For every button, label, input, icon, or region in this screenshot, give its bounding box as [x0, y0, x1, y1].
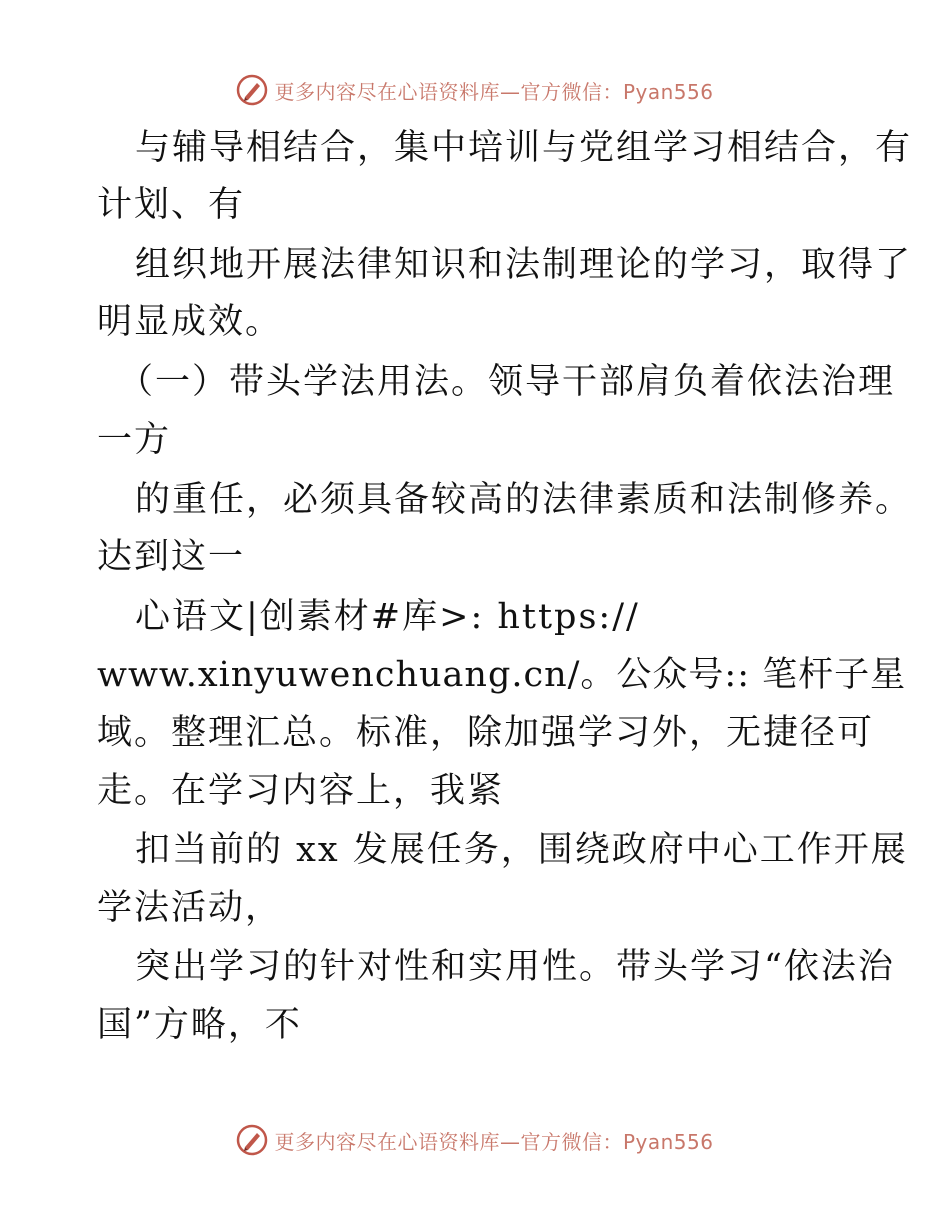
body-line-15: 突出学习的针对性和实用性。带头学习“依法治	[135, 947, 895, 987]
footer-banner	[0, 1120, 950, 1160]
body-line-16: 国”方略，不	[97, 1005, 302, 1045]
body-line-5: （一）带头学法用法。领导干部肩负着依法治理	[118, 362, 896, 402]
body-line-6: 一方	[97, 420, 172, 460]
body-line-8: 达到这一	[97, 537, 246, 577]
body-line-9: 心语文|创素材#库>: https://	[135, 597, 640, 637]
header-banner	[0, 70, 950, 110]
body-line-14: 学法活动，	[97, 888, 283, 928]
body-line-11: 域。整理汇总。标准，除加强学习外，无捷径可	[97, 713, 875, 753]
header-banner-text: 更多内容尽在心语资料库—官方微信：Pyan556	[274, 79, 714, 104]
body-line-2: 计划、有	[97, 185, 246, 225]
pen-logo-icon	[236, 74, 268, 106]
body-line-12: 走。在学习内容上，我紧	[97, 771, 505, 811]
body-line-7: 的重任，必须具备较高的法律素质和法制修养。	[135, 480, 913, 520]
body-line-13: 扣当前的 xx 发展任务，围绕政府中心工作开展	[135, 830, 908, 870]
pen-logo-icon	[236, 1124, 268, 1156]
footer-banner-text: 更多内容尽在心语资料库—官方微信：Pyan556	[274, 1129, 714, 1154]
body-line-3: 组织地开展法律知识和法制理论的学习，取得了	[135, 245, 913, 285]
body-line-10: www.xinyuwenchuang.cn/。公众号:: 笔杆子星	[97, 655, 907, 695]
body-line-4: 明显成效。	[97, 302, 283, 342]
body-line-1: 与辅导相结合，集中培训与党组学习相结合，有	[135, 128, 913, 168]
